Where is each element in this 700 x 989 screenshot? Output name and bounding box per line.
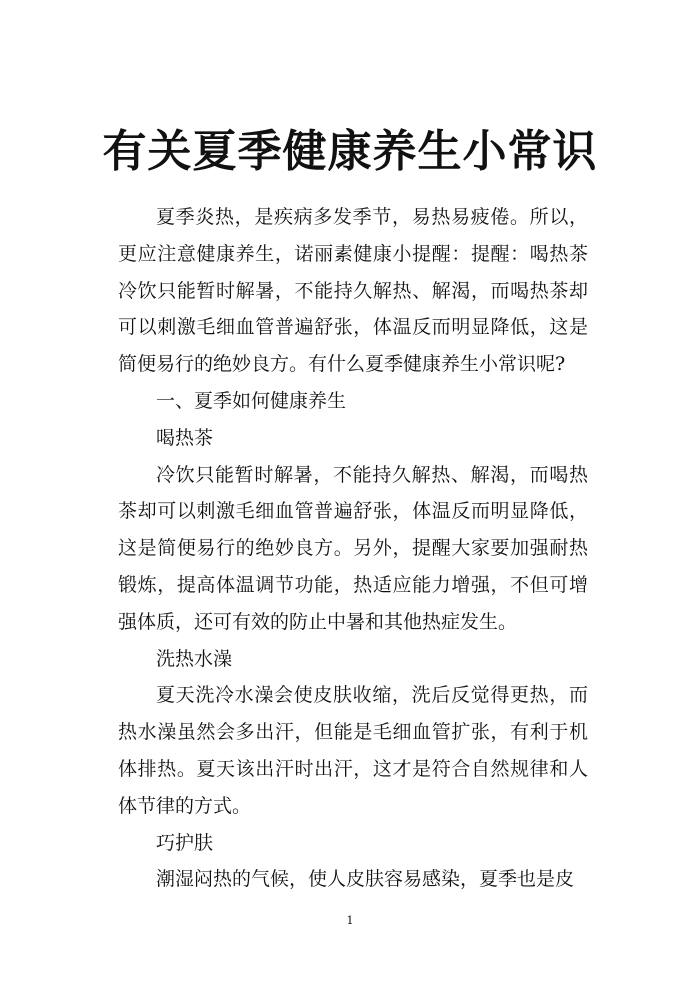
subheading-skin-care: 巧护肤 [156,831,214,854]
subheading-hot-bath: 洗热水澡 [156,647,233,670]
subheading-hot-tea: 喝热茶 [156,426,214,449]
page-number: 1 [346,914,354,927]
document-title: 有关夏季健康养生小常识 [102,126,598,177]
intro-paragraph: 夏季炎热，是疾病多发季节，易热易疲倦。所以，更应注意健康养生，诺丽素健康小提醒：提醒：喝热茶冷饮只能暂时解暑，不能持久解热、解渴，而喝热茶却可以刺激毛细血管普遍舒张，体温反而明显降低，这是简便易行的绝妙良方。有什么夏季健康养生小常识呢? [118,206,588,376]
skin-care-paragraph: 潮湿闷热的气候，使人皮肤容易感染，夏季也是皮 [156,868,575,891]
section-heading: 一、夏季如何健康养生 [156,389,347,412]
document-body [118,199,588,898]
hot-tea-paragraph: 冷饮只能暂时解暑，不能持久解热、解渴，而喝热茶却可以刺激毛细血管普遍舒张，体温反而明显降低，这是简便易行的绝妙良方。另外，提醒大家要加强耐热锻炼，提高体温调节功能，热适应能力增强，不但可增强体质，还可有效的防止中暑和其他热症发生。 [118,463,588,633]
hot-bath-paragraph: 夏天洗冷水澡会使皮肤收缩，洗后反觉得更热，而热水澡虽然会多出汗，但能是毛细血管扩张，有利于机体排热。夏天该出汗时出汗，这才是符合自然规律和人体节律的方式。 [118,684,588,817]
